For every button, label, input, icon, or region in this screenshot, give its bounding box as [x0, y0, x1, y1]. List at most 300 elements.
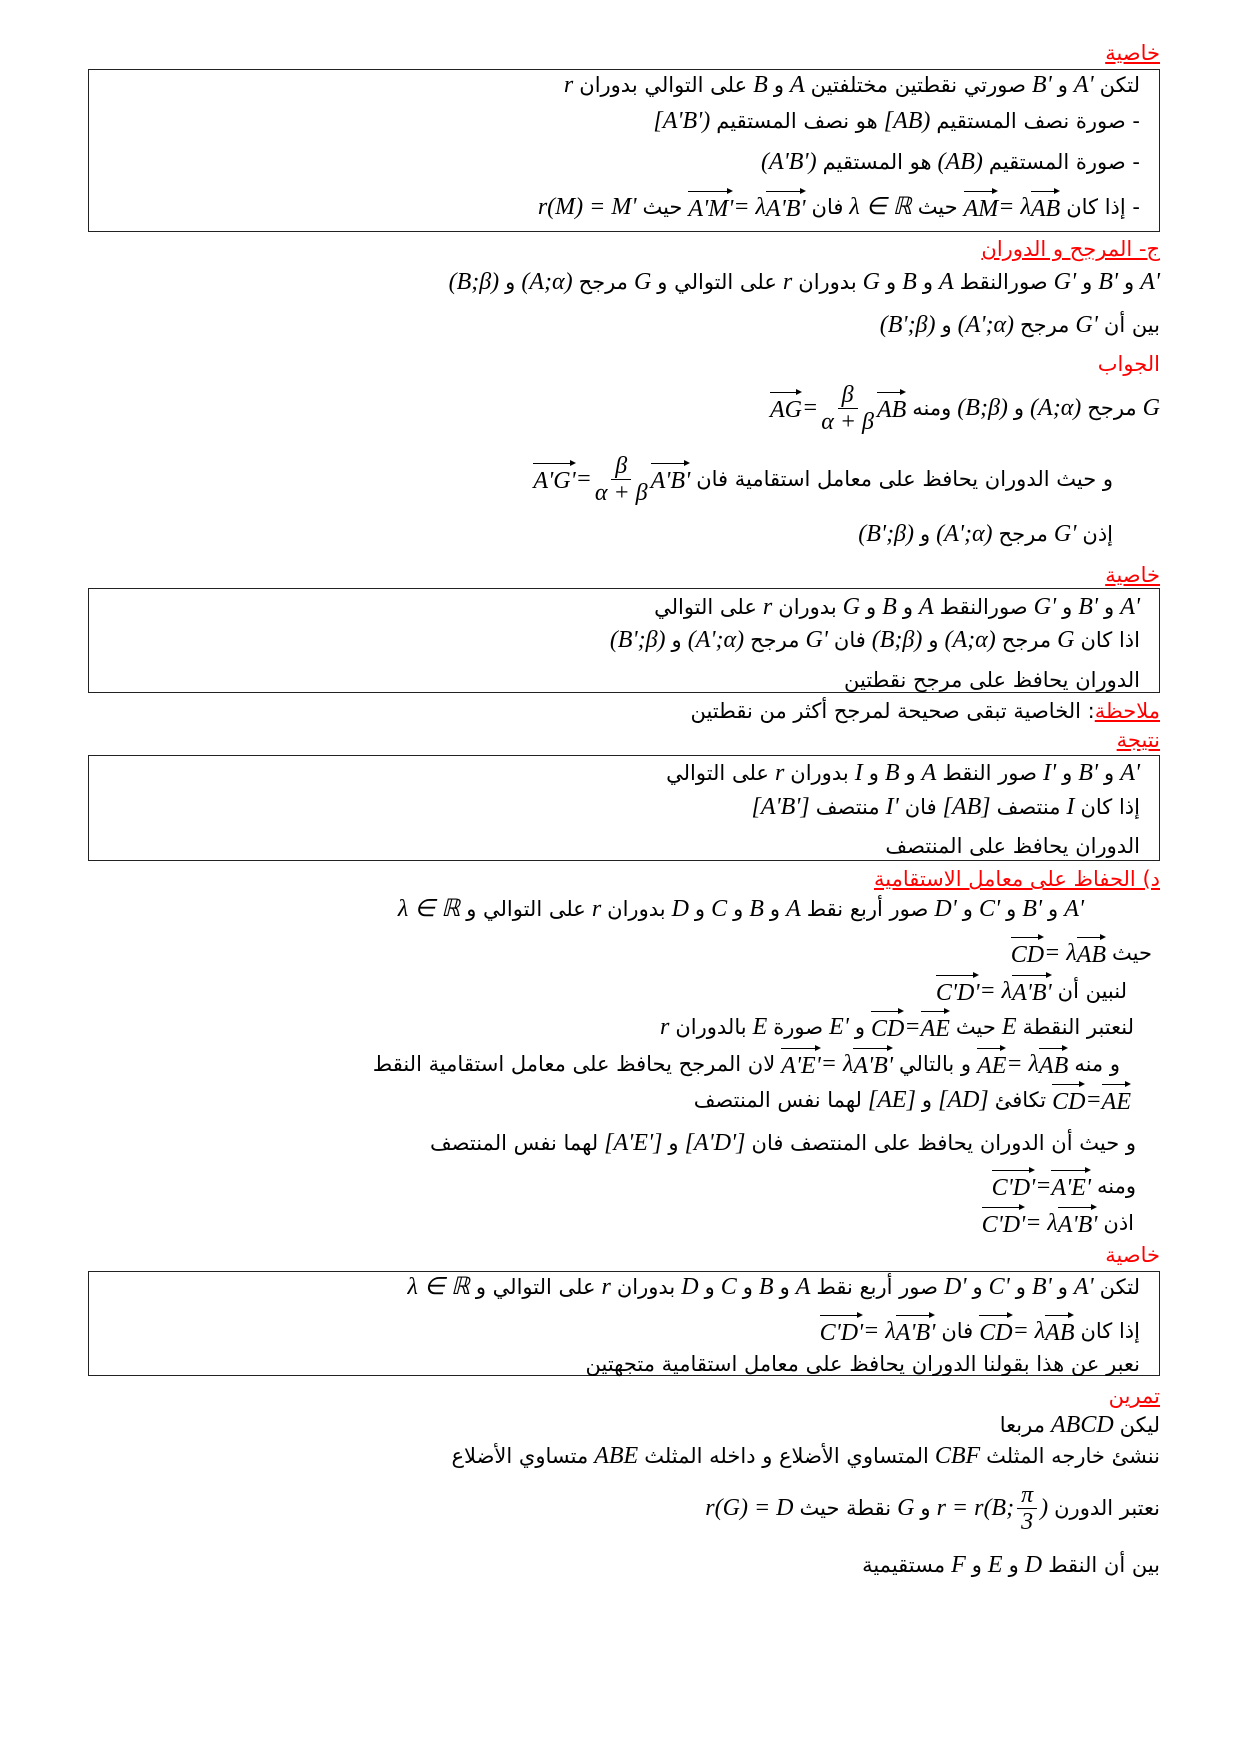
text-line: [660, 1012, 1134, 1042]
math-text: B: [884, 760, 900, 786]
math-text: =: [1085, 1087, 1102, 1113]
arabic-text: بدوران: [790, 761, 849, 785]
math-text: (A';α): [957, 312, 1015, 338]
math-text: [AD]: [938, 1087, 989, 1113]
text-line: [373, 1049, 1120, 1079]
arabic-text: ننشئ خارجه المثلث: [986, 1444, 1160, 1468]
arabic-text: بين أن النقط: [1048, 1553, 1160, 1577]
arabic-text: نعبر عن هذا بقولنا الدوران يحافظ على معامل استقامية متجهتين: [585, 1352, 1140, 1376]
math-expression: [884, 106, 931, 136]
text-line: [654, 592, 1140, 622]
arabic-text: و: [742, 1275, 753, 1299]
fraction-denominator: 3: [1021, 1508, 1034, 1535]
math-expression: [868, 1085, 916, 1115]
math-text: CBF: [934, 1443, 981, 1469]
math-expression: [1002, 1012, 1017, 1042]
math-text: B: [882, 594, 897, 620]
vector: A'G': [533, 462, 575, 496]
math-text: (A';α): [687, 627, 745, 653]
math-expression: [1064, 894, 1084, 924]
arabic-text: مرجح: [578, 270, 628, 294]
math-expression: [1098, 267, 1118, 297]
math-text: G': [1033, 594, 1057, 620]
text-line: [533, 452, 1113, 506]
text-line: [1000, 1410, 1160, 1440]
math-expression: [938, 147, 983, 177]
arabic-text: حيث: [1112, 941, 1152, 965]
vector: C'D': [936, 974, 980, 1008]
math-text: λ ∈ ℝ: [407, 1274, 470, 1300]
math-text: G: [633, 269, 652, 295]
math-expression: [1057, 625, 1074, 655]
text-line: [858, 519, 1113, 549]
math-text: G': [1053, 521, 1077, 547]
math-text: G: [1057, 627, 1075, 653]
arabic-text: بدوران: [607, 897, 666, 921]
arabic-text: و: [886, 270, 897, 294]
math-text: C': [988, 1274, 1010, 1300]
vector: AB: [1031, 190, 1060, 224]
arabic-text: لنعتبر النقطة: [1022, 1015, 1134, 1039]
math-text: (A'B'): [760, 149, 817, 175]
text-line: [398, 894, 1084, 924]
note-text: : الخاصية تبقى صحيحة لمرجح أكثر من نقطتين: [690, 699, 1095, 723]
math-expression: [1140, 267, 1160, 297]
math-text: [A'B'): [653, 108, 711, 134]
text-line: [610, 625, 1140, 655]
math-text: ABCD: [1051, 1412, 1114, 1438]
arabic-text: و حيث الدوران يحافظ على معامل استقامية فان: [696, 467, 1113, 491]
arabic-text: بين أن: [1103, 313, 1160, 337]
math-text: = λ: [1006, 1051, 1039, 1077]
math-text: r: [591, 896, 602, 922]
math-text: [AB): [883, 108, 931, 134]
math-expression: [688, 190, 805, 224]
math-text: G: [1142, 395, 1160, 421]
math-text: E: [987, 1552, 1003, 1578]
math-expression: [902, 267, 917, 297]
math-text: G': [805, 627, 828, 653]
math-text: A': [1140, 269, 1160, 295]
math-expression: [1030, 393, 1081, 423]
arabic-text: و: [902, 595, 913, 619]
math-text: A: [921, 760, 937, 786]
section-title-collinearity: د) الحفاظ على معامل الاستقامية: [873, 867, 1160, 891]
math-text: G': [1075, 312, 1098, 338]
math-expression: [982, 1206, 1098, 1240]
vector: AE: [977, 1047, 1006, 1081]
arabic-text: المتساوي الأضلاع و داخله المثلث: [644, 1444, 929, 1468]
math-expression: [408, 1272, 470, 1302]
arabic-text: مرجح: [750, 628, 800, 652]
math-expression: [988, 1550, 1003, 1580]
math-text: = λ: [1025, 1210, 1058, 1236]
math-expression: [934, 894, 956, 924]
math-text: A': [1073, 1274, 1094, 1300]
arabic-text: و: [920, 1496, 931, 1520]
text-line: [992, 1171, 1136, 1201]
math-expression: [1032, 70, 1052, 100]
text-line: [452, 1441, 1160, 1471]
math-text: B': [1022, 896, 1043, 922]
math-text: G: [862, 269, 881, 295]
vector: AE: [1102, 1083, 1131, 1117]
math-text: B: [758, 1274, 774, 1300]
vector: AB: [877, 391, 906, 425]
vector: A'E': [781, 1047, 821, 1081]
arabic-text: لتكن: [1099, 73, 1140, 97]
math-text: = λ: [979, 978, 1013, 1004]
vector: AM: [964, 190, 999, 224]
arabic-text: - إذا كان: [1066, 195, 1140, 219]
math-expression: [885, 758, 900, 788]
arabic-text: و: [1015, 1275, 1026, 1299]
math-expression: [979, 1314, 1074, 1348]
math-text: λ ∈ ℝ: [397, 896, 461, 922]
arabic-text: متساوي الأضلاع: [451, 1444, 589, 1468]
vector: A'M': [688, 190, 733, 224]
math-expression: [943, 792, 991, 822]
math-text: r: [774, 760, 785, 786]
math-expression: [1022, 894, 1042, 924]
arabic-text: بدوران: [778, 595, 837, 619]
math-text: (B;β): [871, 627, 923, 653]
math-text: ABE: [594, 1443, 639, 1469]
math-expression: [1051, 1410, 1114, 1440]
math-text: C: [720, 1274, 737, 1300]
arabic-text: و: [694, 897, 706, 921]
math-text: λ ∈ ℝ: [849, 194, 912, 220]
math-text: A': [1073, 72, 1094, 98]
arabic-text: و: [868, 761, 879, 785]
math-expression: [1120, 592, 1140, 622]
arabic-text: و: [668, 1131, 679, 1155]
arabic-text: - صورة نصف المستقيم: [936, 109, 1140, 133]
math-expression: [1034, 592, 1056, 622]
math-expression: [855, 758, 863, 788]
arabic-text: فان: [904, 795, 937, 819]
arabic-text: و: [922, 270, 933, 294]
arabic-text: اذا كان: [1080, 628, 1140, 652]
math-text: D: [671, 896, 689, 922]
math-expression: [886, 792, 899, 822]
text-line: [844, 665, 1140, 695]
section-title-property-2: خاصية: [1105, 563, 1160, 587]
math-expression: [1025, 1550, 1042, 1580]
arabic-text: نعتبر الدورن: [1054, 1496, 1160, 1520]
math-text: G: [842, 594, 861, 620]
arabic-text: و منه: [1074, 1052, 1120, 1076]
text-line: [1011, 938, 1152, 968]
math-expression: [829, 1012, 849, 1042]
math-text: A': [1120, 594, 1140, 620]
arabic-text: و: [1013, 396, 1025, 420]
arabic-text: صورالنقط: [939, 595, 1028, 619]
math-text: B': [1078, 760, 1099, 786]
arabic-text: و: [1082, 270, 1093, 294]
arabic-text: على التوالي و: [657, 270, 777, 294]
text-line: [880, 310, 1160, 340]
fraction-numerator: β: [611, 453, 631, 480]
arabic-text: لان المرجح يحافظ على معامل استقامية النقط: [372, 1052, 776, 1076]
arabic-text: بدوران: [616, 1275, 676, 1299]
math-expression: [843, 592, 860, 622]
math-text: = λ: [820, 1051, 854, 1077]
math-expression: [939, 267, 954, 297]
arabic-text: منتصف: [996, 795, 1061, 819]
math-text: [A'B']: [751, 794, 810, 820]
math-text: D': [934, 896, 957, 922]
math-text: (B;β): [957, 395, 1008, 421]
arabic-text: و: [1057, 1275, 1068, 1299]
math-expression: [634, 267, 651, 297]
vector: A'B': [1058, 1206, 1098, 1240]
arabic-text: مستقيمية: [862, 1553, 946, 1577]
arabic-text: بالدوران: [675, 1015, 747, 1039]
math-expression: [1054, 267, 1076, 297]
arabic-text: ليكن: [1119, 1413, 1160, 1437]
arabic-text: صورالنقط: [959, 270, 1048, 294]
arabic-text: - صورة المستقيم: [988, 150, 1140, 174]
math-expression: [538, 192, 637, 222]
vector: AB: [1039, 1047, 1068, 1081]
arabic-text: فان: [941, 1319, 974, 1343]
math-text: B': [1031, 1274, 1052, 1300]
math-text: A': [1120, 760, 1140, 786]
arabic-text: مرجح: [1020, 313, 1070, 337]
arabic-text: إذا كان: [1080, 1319, 1140, 1343]
arabic-text: صور أربع نقط: [806, 897, 929, 921]
arabic-text: حيث: [955, 1015, 996, 1039]
text-line: [430, 1128, 1136, 1158]
arabic-text: بدوران: [798, 270, 857, 294]
vector: AB: [1045, 1314, 1074, 1348]
math-expression: [1011, 936, 1106, 970]
math-text: E: [752, 1014, 768, 1040]
math-expression: [786, 894, 801, 924]
math-text: D: [681, 1274, 699, 1300]
text-line: [538, 192, 1140, 222]
math-text: r(G) = D: [705, 1495, 794, 1521]
math-expression: [781, 1047, 893, 1081]
math-expression: [711, 894, 727, 924]
arabic-text: هو نصف المستقيم: [716, 109, 878, 133]
arabic-text: صورتي نقطتين مختلفتين: [810, 73, 1026, 97]
math-text: B: [902, 269, 917, 295]
math-expression: [938, 1085, 989, 1115]
math-text: B: [749, 896, 764, 922]
math-expression: [705, 1493, 793, 1523]
arabic-text: و: [921, 1088, 933, 1112]
arabic-text: و: [1008, 1553, 1019, 1577]
math-expression: [1120, 758, 1140, 788]
arabic-text: إذا كان: [1080, 795, 1140, 819]
vector: CD: [1052, 1083, 1085, 1117]
math-expression: [863, 267, 880, 297]
vector: AB: [1077, 936, 1106, 970]
math-text: C: [711, 896, 728, 922]
math-expression: [753, 70, 768, 100]
math-expression: [564, 70, 573, 100]
math-text: F: [951, 1552, 966, 1578]
math-expression: [882, 592, 897, 622]
text-line: [936, 976, 1127, 1006]
arabic-text: لتكن: [1099, 1275, 1140, 1299]
math-text: G: [897, 1495, 915, 1521]
arabic-text: و: [1124, 270, 1135, 294]
math-expression: [958, 310, 1014, 340]
math-text: A: [790, 72, 805, 98]
arabic-text: و: [671, 628, 682, 652]
math-expression: [753, 1012, 768, 1042]
math-expression: [1032, 1272, 1052, 1302]
math-expression: [398, 894, 460, 924]
math-expression: [449, 267, 500, 297]
section-title-barycenter-rotation: ج- المرجح و الدوران: [981, 237, 1160, 261]
math-text: A: [786, 896, 801, 922]
section-title-result: نتيجة: [1116, 728, 1160, 752]
math-expression: [936, 974, 1052, 1008]
arabic-text: و: [920, 522, 931, 546]
math-expression: [1074, 70, 1094, 100]
math-expression: [685, 1128, 746, 1158]
vector: A'B': [651, 462, 691, 496]
vector: CD: [1011, 936, 1044, 970]
math-expression: [1074, 1272, 1094, 1302]
arabic-text: و: [1057, 73, 1068, 97]
math-expression: [759, 1272, 774, 1302]
math-text: (B';β): [858, 521, 915, 547]
arabic-text: ومنه: [1097, 1174, 1136, 1198]
arabic-text: على التوالي بدوران: [579, 73, 748, 97]
math-expression: [858, 519, 914, 549]
math-text: I': [1042, 760, 1057, 786]
arabic-text: و: [779, 1275, 790, 1299]
math-expression: [977, 1047, 1068, 1081]
math-expression: [919, 592, 934, 622]
vector: C'D': [820, 1314, 864, 1348]
vector: A'E': [1051, 1169, 1091, 1203]
math-expression: [935, 1441, 980, 1471]
arabic-text: ومنه: [912, 396, 952, 420]
math-text: (A;α): [1030, 395, 1082, 421]
math-expression: [602, 1272, 611, 1302]
math-expression: [937, 1482, 1049, 1535]
math-expression: [751, 792, 809, 822]
math-expression: [1052, 1083, 1131, 1117]
math-text: =: [904, 1014, 921, 1040]
arabic-text: على التوالي و: [475, 1275, 596, 1299]
text-line: [564, 70, 1140, 100]
math-expression: [721, 1272, 737, 1302]
arabic-text: فان: [833, 628, 866, 652]
text-line: [705, 1481, 1160, 1535]
math-expression: [1078, 592, 1098, 622]
math-expression: [1054, 519, 1076, 549]
vector: AE: [921, 1010, 950, 1044]
note-label: ملاحظة: [1094, 699, 1160, 723]
math-expression: [592, 894, 601, 924]
math-expression: [1066, 792, 1074, 822]
math-text: B: [753, 72, 768, 98]
arabic-text: اذن: [1103, 1211, 1134, 1235]
arabic-text: لهما نفس المنتصف: [693, 1088, 862, 1112]
text-line: [982, 1208, 1134, 1238]
math-expression: [872, 625, 923, 655]
math-expression: [521, 267, 572, 297]
math-text: A': [1064, 896, 1084, 922]
arabic-text: على التوالي: [654, 595, 757, 619]
math-expression: [871, 1010, 950, 1044]
arabic-text: و: [733, 897, 744, 921]
arabic-text: و: [1104, 595, 1115, 619]
math-expression: [1075, 310, 1097, 340]
vector: A'B': [853, 1047, 893, 1081]
math-text: =: [802, 395, 819, 421]
arabic-text: صور أربع نقط: [816, 1275, 938, 1299]
math-text: C': [978, 896, 1001, 922]
arabic-text: تكافئ: [994, 1088, 1047, 1112]
vector: A'B': [1012, 974, 1052, 1008]
arabic-text: مرجح: [998, 522, 1048, 546]
arabic-text: على التوالي: [666, 761, 769, 785]
text-line: [586, 1349, 1140, 1379]
math-text: (A;α): [521, 269, 573, 295]
text-line: [820, 1316, 1140, 1346]
vector: CD: [979, 1314, 1012, 1348]
math-text: = λ: [863, 1318, 896, 1344]
fraction-denominator: α + β: [594, 479, 648, 506]
math-text: [AE]: [867, 1087, 916, 1113]
math-expression: [688, 625, 744, 655]
math-expression: [989, 1272, 1010, 1302]
math-text: (B';β): [609, 627, 666, 653]
text-line: [862, 1550, 1160, 1580]
math-expression: [880, 310, 936, 340]
arabic-text: و حيث أن الدوران يحافظ على المنتصف فان: [751, 1131, 1136, 1155]
fraction: [1017, 1482, 1037, 1535]
section-title-exercise: تمرين: [1108, 1384, 1160, 1408]
math-text: = λ: [1044, 940, 1077, 966]
arabic-text: و: [1006, 897, 1017, 921]
math-text: E: [1001, 1014, 1017, 1040]
math-text: I: [854, 760, 863, 786]
math-expression: [533, 453, 690, 506]
math-text: r = r(B;: [936, 1495, 1015, 1521]
math-text: r: [601, 1274, 611, 1300]
math-expression: [681, 1272, 698, 1302]
math-text: (B;β): [448, 269, 500, 295]
vector: A'B': [766, 190, 806, 224]
arabic-text: و: [1048, 897, 1059, 921]
math-text: (B';β): [879, 312, 936, 338]
math-expression: [761, 147, 817, 177]
vector: C'D': [982, 1206, 1026, 1240]
math-expression: [660, 1012, 669, 1042]
arabic-text: هو المستقيم: [822, 150, 932, 174]
text-line: [761, 147, 1140, 177]
math-text: B': [1098, 269, 1119, 295]
math-text: (A';α): [936, 521, 993, 547]
math-text: r: [660, 1014, 670, 1040]
vector: CD: [871, 1010, 904, 1044]
math-expression: [820, 1314, 936, 1348]
math-text: [AB]: [942, 794, 991, 820]
math-expression: [992, 1169, 1091, 1203]
math-expression: [775, 758, 784, 788]
arabic-text: على التوالي و: [466, 897, 586, 921]
arabic-text: و: [962, 897, 973, 921]
